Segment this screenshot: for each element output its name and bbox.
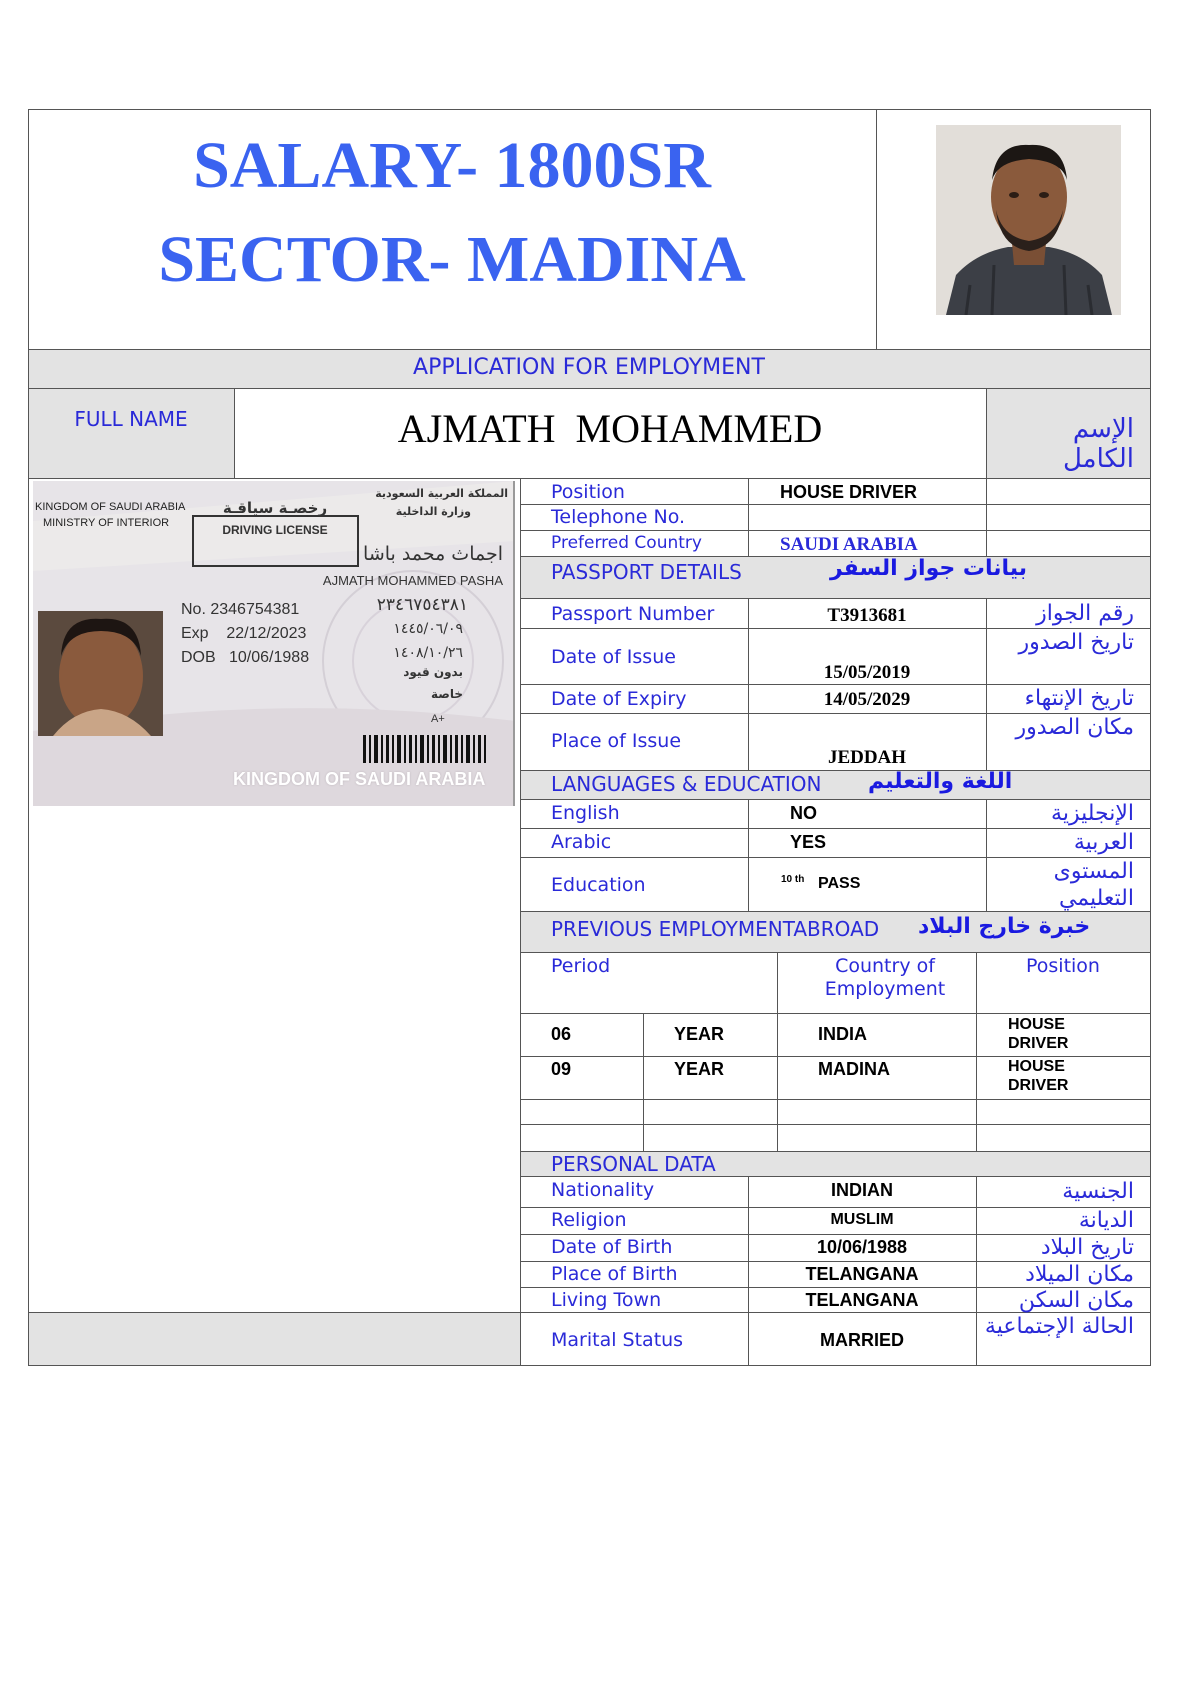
license-country: KINGDOM OF SAUDI ARABIA [35, 501, 186, 513]
arabic-label: Arabic [551, 831, 612, 853]
place-of-issue-label-ar: مكان الصدور [1015, 715, 1134, 740]
nationality-label: Nationality [551, 1179, 655, 1201]
employment-row-1-unit: YEAR [674, 1024, 725, 1044]
license-restrictions-ar: بدون قيود [403, 665, 463, 679]
telephone-label: Telephone No. [551, 506, 686, 528]
religion-value: MUSLIM [830, 1211, 894, 1228]
arabic-value: YES [790, 832, 827, 852]
marital-status-value: MARRIED [820, 1330, 904, 1350]
english-value: NO [790, 803, 817, 823]
preferred-country-value: SAUDI ARABIA [780, 534, 918, 555]
license-dob: DOB 10/06/1988 [181, 649, 310, 666]
employment-row-2-unit: YEAR [674, 1059, 725, 1079]
employment-row-2-years: 09 [551, 1059, 572, 1079]
date-of-expiry-label-ar: تاريخ الإنتهاء [1024, 686, 1134, 711]
license-type-ar: خاصة [430, 687, 463, 701]
license-number-ar: ٢٣٤٦٧٥٤٣٨١ [376, 595, 468, 615]
position-value: HOUSE DRIVER [780, 482, 918, 502]
education-grade: 10 th [781, 874, 805, 885]
license-footer: KINGDOM OF SAUDI ARABIA [233, 769, 486, 789]
place-of-issue-value: JEDDAH [827, 747, 907, 768]
passport-heading: PASSPORT DETAILS [551, 560, 742, 584]
personal-heading: PERSONAL DATA [551, 1152, 716, 1176]
full-name-label-ar-2: الكامل [1062, 444, 1134, 474]
living-town-label: Living Town [551, 1289, 662, 1311]
employment-row-1-position: HOUSE DRIVER [1008, 1016, 1069, 1052]
employment-col-position: Position [1026, 955, 1100, 977]
place-of-birth-value: TELANGANA [805, 1264, 919, 1284]
employment-heading: PREVIOUS EMPLOYMENTABROAD [551, 917, 880, 941]
license-ministry-ar: وزارة الداخلية [395, 505, 471, 518]
employment-row-2-country: MADINA [818, 1059, 890, 1079]
passport-heading-ar: بيانات جواز السفر [830, 556, 1028, 581]
license-number: No. 2346754381 [181, 601, 300, 618]
date-of-expiry-value: 14/05/2029 [823, 689, 911, 710]
date-of-issue-label: Date of Issue [551, 646, 676, 668]
nationality-label-ar: الجنسية [1062, 1179, 1134, 1204]
english-label: English [551, 802, 620, 824]
form-title: APPLICATION FOR EMPLOYMENT [413, 355, 765, 380]
license-blood-group: A+ [431, 713, 445, 725]
employment-col-period: Period [551, 955, 611, 977]
employment-row-2-position: HOUSE DRIVER [1008, 1058, 1069, 1094]
salary-title: SALARY- 1800SR [193, 129, 711, 202]
passport-number-value: T3913681 [827, 605, 907, 626]
employment-row-1-country: INDIA [818, 1024, 867, 1044]
education-label-ar: المستوى التعليمي [1053, 859, 1134, 911]
english-label-ar: الإنجليزية [1051, 801, 1134, 826]
license-ministry: MINISTRY OF INTERIOR [43, 517, 170, 529]
place-of-issue-label: Place of Issue [551, 730, 682, 752]
license-kingdom-ar: المملكة العربية السعودية [375, 487, 508, 500]
date-of-issue-value: 15/05/2019 [823, 662, 911, 683]
education-label: Education [551, 874, 646, 896]
religion-label-ar: الديانة [1078, 1208, 1134, 1233]
marital-status-label-ar: الحالة الإجتماعية [984, 1314, 1134, 1339]
employment-col-country: Country of Employment [824, 955, 946, 1000]
education-value: PASS [818, 875, 861, 892]
full-name-value: AJMATH MOHAMMED [397, 406, 823, 451]
place-of-birth-label-ar: مكان الميلاد [1025, 1262, 1134, 1287]
sector-title: SECTOR- MADINA [158, 223, 746, 296]
preferred-country-label: Preferred Country [551, 533, 702, 553]
place-of-birth-label: Place of Birth [551, 1263, 678, 1285]
passport-number-label-ar: رقم الجواز [1036, 601, 1134, 626]
passport-number-label: Passport Number [551, 603, 715, 625]
driving-license-card [33, 481, 515, 806]
full-name-label: FULL NAME [74, 407, 188, 431]
applicant-photo [936, 125, 1121, 315]
date-of-birth-label-ar: تاريخ البلاد [1040, 1235, 1134, 1260]
full-name-label-ar-1: الإسم [1072, 414, 1134, 444]
license-title-ar: رخصـة سياقـة [222, 499, 328, 517]
license-expiry: Exp 22/12/2023 [181, 625, 307, 642]
employment-row-1-years: 06 [551, 1024, 572, 1044]
religion-label: Religion [551, 1209, 627, 1231]
license-name-ar: اجماث محمد باشا [363, 543, 503, 565]
date-of-birth-label: Date of Birth [551, 1236, 673, 1258]
position-label: Position [551, 481, 625, 503]
nationality-value: INDIAN [831, 1180, 893, 1200]
license-dob-ar: ١٤٠٨/١٠/٢٦ [393, 645, 463, 661]
languages-heading: LANGUAGES & EDUCATION [551, 772, 822, 796]
living-town-label-ar: مكان السكن [1018, 1288, 1134, 1313]
arabic-label-ar: العربية [1073, 830, 1134, 855]
date-of-issue-label-ar: تاريخ الصدور [1018, 630, 1134, 655]
marital-status-label: Marital Status [551, 1329, 684, 1351]
license-title: DRIVING LICENSE [222, 523, 328, 537]
license-expiry-ar: ١٤٤٥/٠٦/٠٩ [393, 621, 463, 637]
employment-heading-ar: خبرة خارج البلاد [918, 914, 1091, 939]
languages-heading-ar: اللغة والتعليم [868, 769, 1013, 794]
living-town-value: TELANGANA [805, 1290, 919, 1310]
date-of-birth-value: 10/06/1988 [816, 1237, 908, 1257]
license-name: AJMATH MOHAMMED PASHA [322, 573, 503, 588]
date-of-expiry-label: Date of Expiry [551, 688, 687, 710]
